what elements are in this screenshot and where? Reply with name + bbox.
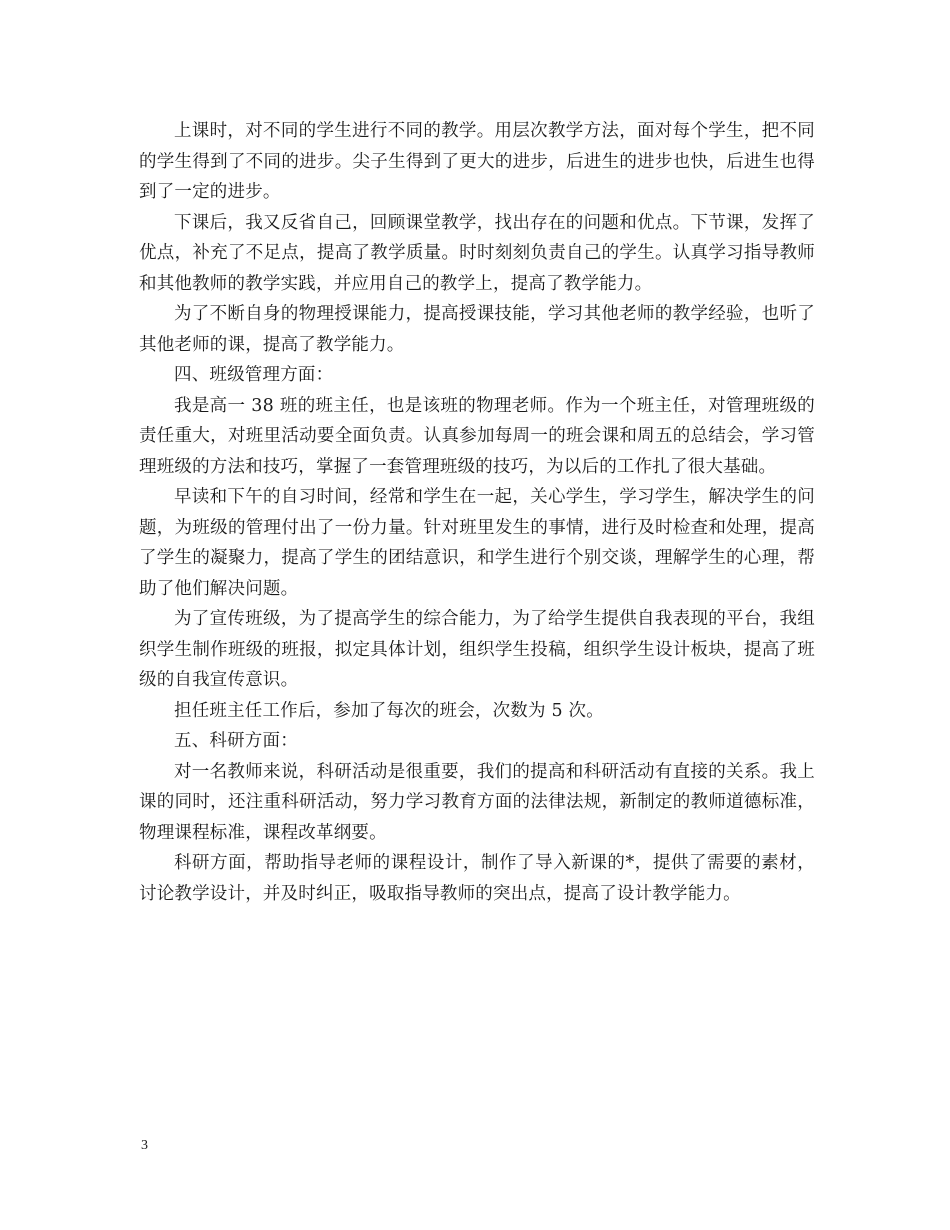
section-heading-research: 五、科研方面： xyxy=(174,731,298,751)
paragraph-1: 上课时，对不同的学生进行不同的教学。用层次教学方法，面对每个学生，把不同的学生得到了不同的进步。尖子生得到了更大的进步，后进生的进步也快，后进生也得到了一定的进步。 xyxy=(139,121,815,202)
paragraph-7: 担任班主任工作后，参加了每次的班会，次数为 5 次。 xyxy=(174,700,604,721)
paragraph-6: 为了宣传班级，为了提高学生的综合能力，为了给学生提供自我表现的平台，我组织学生制作班级的班报，拟定具体计划，组织学生投稿，组织学生设计板块，提高了班级的自我宣传意识。 xyxy=(139,609,815,690)
paragraph-3: 为了不断自身的物理授课能力，提高授课技能，学习其他老师的教学经验，也听了其他老师的课，提高了教学能力。 xyxy=(139,304,815,355)
paragraph-9: 科研方面，帮助指导老师的课程设计，制作了导入新课的*，提供了需要的素材，讨论教学设计，并及时纠正，吸取指导教师的突出点，提高了设计教学能力。 xyxy=(139,853,815,904)
paragraph-2: 下课后，我又反省自己，回顾课堂教学，找出存在的问题和优点。下节课，发挥了优点，补充了不足点，提高了教学质量。时时刻刻负责自己的学生。认真学习指导教师和其他教师的教学实践，并应用自己的教学上，提高了教学能力。 xyxy=(139,212,815,294)
paragraph-4: 我是高一 38 班的班主任，也是该班的物理老师。作为一个班主任，对管理班级的责任重大，对班里活动要全面负责。认真参加每周一的班会课和周五的总结会，学习管理班级的方法和技巧，掌握了一套管理班级的技巧，为以后的工作扎了很大基础。 xyxy=(139,395,815,477)
page-number: 3 xyxy=(141,1138,148,1153)
section-heading-class-management: 四、班级管理方面： xyxy=(174,365,334,385)
paragraph-8: 对一名教师来说，科研活动是很重要，我们的提高和科研活动有直接的关系。我上课的同时，还注重科研活动，努力学习教育方面的法律法规，新制定的教师道德标准，物理课程标准，课程改革纲要。 xyxy=(139,761,815,843)
paragraph-5: 早读和下午的自习时间，经常和学生在一起，关心学生，学习学生，解决学生的问题，为班级的管理付出了一份力量。针对班里发生的事情，进行及时检查和处理，提高了学生的凝聚力，提高了学生的团结意识，和学生进行个别交谈，理解学生的心理，帮助了他们解决问题。 xyxy=(139,487,815,599)
document-body xyxy=(139,116,815,909)
